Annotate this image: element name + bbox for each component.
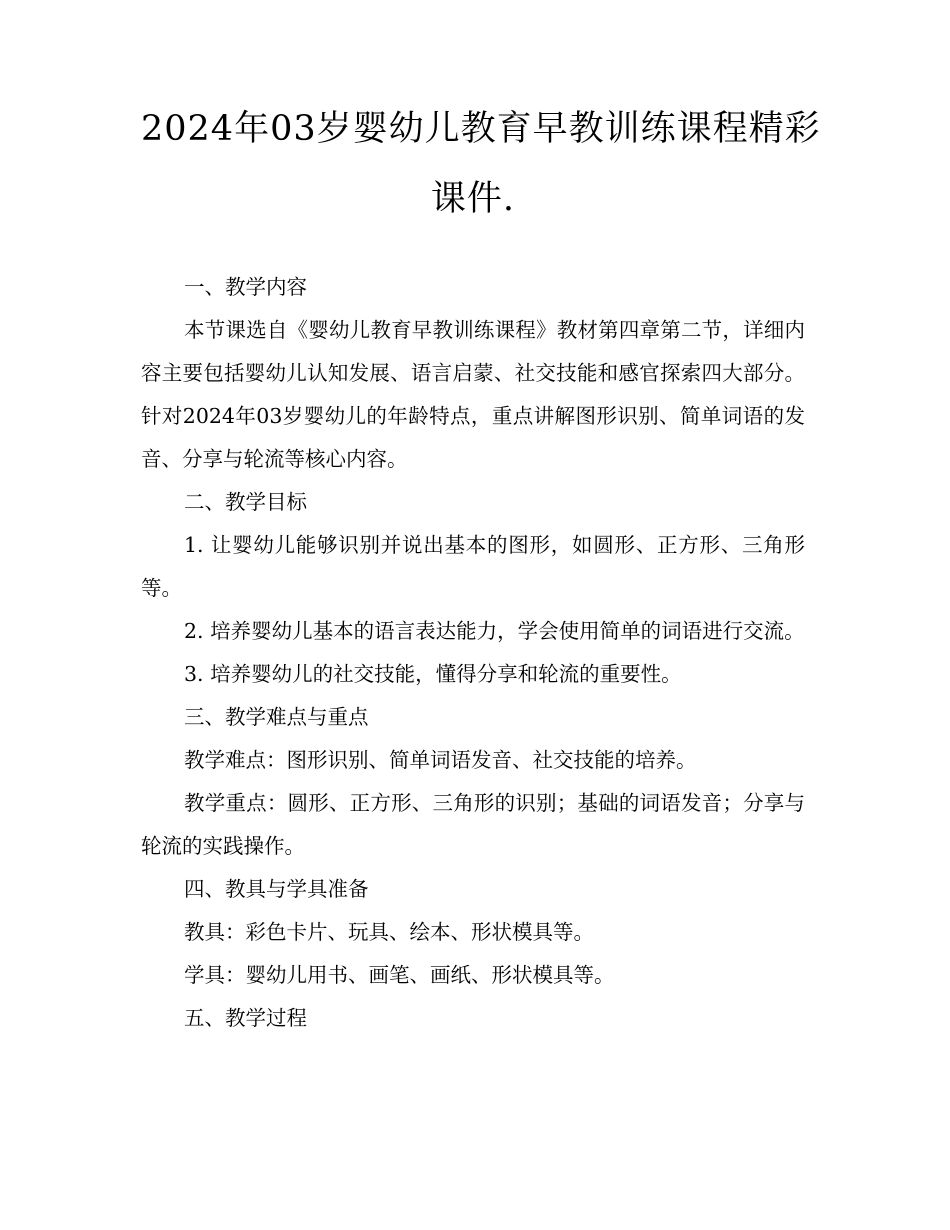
title-line-2: 课件. xyxy=(430,179,516,219)
paragraph-key-points: 教学重点：圆形、正方形、三角形的识别；基础的词语发音；分享与轮流的实践操作。 xyxy=(141,791,805,858)
section-heading-teaching-objectives: 二、教学目标 xyxy=(184,490,307,514)
section-heading-teaching-content: 一、教学内容 xyxy=(184,275,307,299)
paragraph-student-aids: 学具：婴幼儿用书、画笔、画纸、形状模具等。 xyxy=(184,963,615,987)
section-heading-teaching-process: 五、教学过程 xyxy=(184,1006,307,1030)
section-heading-teaching-aids: 四、教具与学具准备 xyxy=(184,877,369,901)
document-body xyxy=(141,266,805,1040)
objective-item-2: 2. 培养婴幼儿基本的语言表达能力，学会使用简单的词语进行交流。 xyxy=(184,619,805,643)
document-title xyxy=(141,0,821,234)
objective-item-3: 3. 培养婴幼儿的社交技能，懂得分享和轮流的重要性。 xyxy=(184,662,682,686)
section-heading-difficulties-key-points: 三、教学难点与重点 xyxy=(184,705,369,729)
objective-item-1: 1. 让婴幼儿能够识别并说出基本的图形，如圆形、正方形、三角形等。 xyxy=(141,533,805,600)
paragraph-difficulties: 教学难点：图形识别、简单词语发音、社交技能的培养。 xyxy=(184,748,697,772)
paragraph-teacher-aids: 教具：彩色卡片、玩具、绘本、形状模具等。 xyxy=(184,920,594,944)
title-line-1: 2024年03岁婴幼儿教育早教训练课程精彩 xyxy=(141,109,821,149)
paragraph-teaching-content: 本节课选自《婴幼儿教育早教训练课程》教材第四章第二节，详细内容主要包括婴幼儿认知发展、语言启蒙、社交技能和感官探索四大部分。针对2024年03岁婴幼儿的年龄特点，重点讲解图形识别、简单词语的发音、分享与轮流等核心内容。 xyxy=(141,318,805,471)
